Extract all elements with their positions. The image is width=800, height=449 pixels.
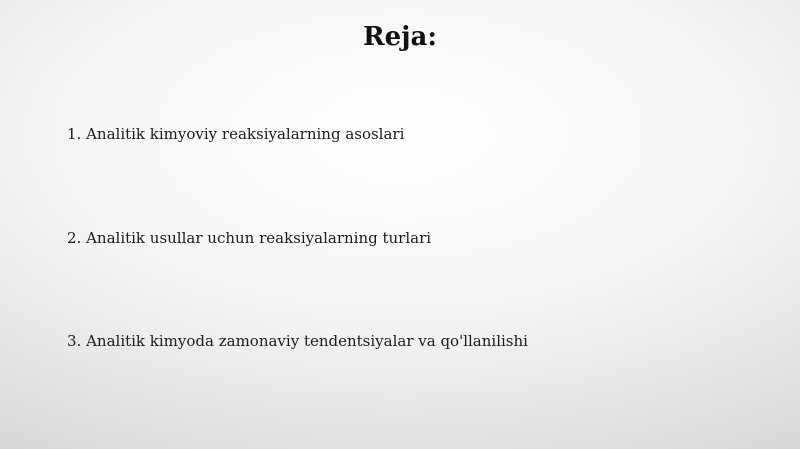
agenda-item: 3. Analitik kimyoda zamonaviy tendentsiyalar va qo'llanilishi <box>67 332 528 350</box>
slide-title: Reja: <box>362 22 437 52</box>
agenda-item: 1. Analitik kimyoviy reaksiyalarning asoslari <box>67 125 405 143</box>
agenda-item: 2. Analitik usullar uchun reaksiyalarning turlari <box>67 229 432 247</box>
